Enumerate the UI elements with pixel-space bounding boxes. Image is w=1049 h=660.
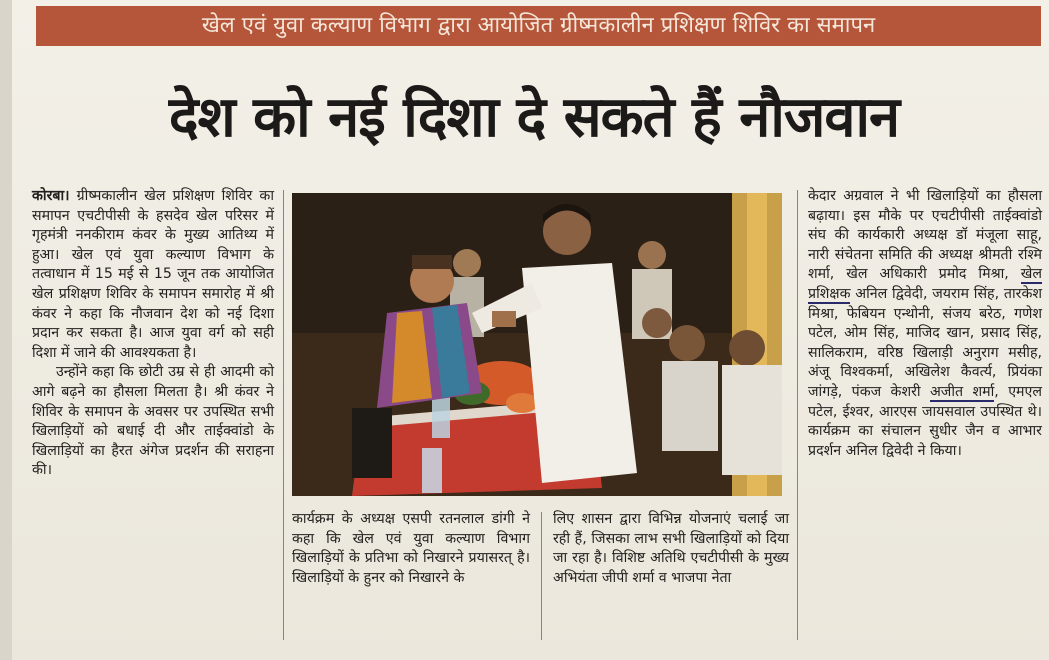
headline: देश को नई दिशा दे सकते हैं नौजवान <box>168 85 900 150</box>
paragraph-2 <box>32 363 274 481</box>
article-column-3 <box>553 510 789 640</box>
section-banner: खेल एवं युवा कल्याण विभाग द्वारा आयोजित ग्रीष्मकालीन प्रशिक्षण शिविर का समापन <box>36 6 1041 46</box>
photo-illustration <box>292 193 782 496</box>
underlined-khel-prashikshak: खेल प्रशिक्षक <box>808 266 1042 302</box>
column-divider <box>283 190 284 640</box>
column-4-part-b: अनिल द्विवेदी, जयराम सिंह, तारकेश मिश्रा, फेबियन एन्थोनी, संजय बरेठ, गणेश पटेल, ओम सिंह, माजिद खान, प्रसाद सिंह, सालिकराम, वरिष्ठ खिलाड़ी अनुराग मसीह, अंजू विश्वकर्मा, अखिलेश कैवर्त्य, प्रियंका जांगड़े, पंकज केशरी <box>808 285 1042 400</box>
column-4-part-a: केदार अग्रवाल ने भी खिलाड़ियों का हौसला बढ़ाया। इस मौके पर एचटीपीसी ताईक्वांडो संघ की कार्यकारी अध्यक्ष डॉ मंजूला साहू, नारी संचेतना समिति की अध्यक्ष श्रीमती रश्मि शर्मा, खेल अधिकारी प्रमोद मिश्रा, <box>808 188 1042 283</box>
column-4-text <box>808 187 1042 461</box>
column-divider <box>797 190 798 640</box>
paragraph-1 <box>32 187 274 363</box>
paragraph-2-text: उन्होंने कहा कि छोटी उम्र से ही आदमी को आगे बढ़ने का हौसला मिलता है। श्री कंवर ने शिविर के समापन के अवसर पर उपस्थित सभी खिलाड़ियों को बधाई दी और ताईक्वांडो के खिलाड़ियों का हैरत अंगेज प्रदर्शन की सराहना की। <box>32 364 274 479</box>
column-divider <box>541 512 542 640</box>
column-4-part-c: , एमएल पटेल, ईश्वर, आरएस जायसवाल उपस्थित थे। कार्यक्रम का संचालन सुधीर जैन व आभार प्रदर्शन अनिल द्विवेदी ने किया। <box>808 383 1042 459</box>
article-column-2 <box>292 510 530 640</box>
paragraph-1-text: ग्रीष्मकालीन खेल प्रशिक्षण शिविर का समापन एचटीपीसी के हसदेव खेल परिसर में गृहमंत्री ननकीराम कंवर के मुख्य आतिथ्य में हुआ। खेल एवं युवा कल्याण विभाग के तत्वाधान में 15 मई से 15 जून तक आयोजित खेल प्रशिक्षण शिविर के समापन समारोह में श्री कंवर ने कहा कि नौजवान देश को नई दिशा प्रदान कर सकता है। आज युवा वर्ग को सही दिशा में जाने की आवश्यकता है। <box>32 188 274 361</box>
scan-edge <box>0 0 12 660</box>
dateline: कोरबा। <box>32 188 70 204</box>
news-photo <box>292 193 782 496</box>
article-column-4 <box>808 187 1042 637</box>
article-column-1 <box>32 187 274 637</box>
column-2-text: कार्यक्रम के अध्यक्ष एसपी रतनलाल डांगी ने कहा कि खेल एवं युवा कल्याण विभाग खिलाड़ियों के प्रतिभा को निखारने प्रयासरत् है। खिलाड़ियों के हुनर को निखारने के <box>292 511 530 586</box>
column-3-text: लिए शासन द्वारा विभिन्न योजनाएं चलाई जा रही हैं, जिसका लाभ सभी खिलाड़ियों को दिया जा रहा है। विशिष्ट अतिथि एचटीपीसी के मुख्य अभियंता जीपी शर्मा व भाजपा नेता <box>553 511 789 586</box>
underlined-ajeet-sharma: अजीत शर्मा <box>929 383 995 400</box>
